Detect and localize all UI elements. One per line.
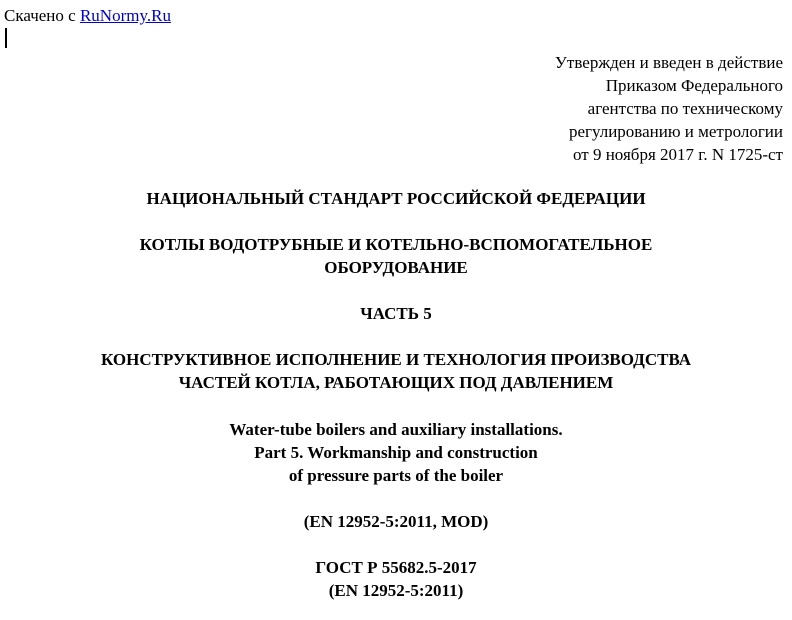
approval-block [383,51,783,166]
download-prefix: Скачено с [4,6,80,25]
english-title-line: Water-tube boilers and auxiliary installations. [229,420,563,439]
english-title-line: Part 5. Workmanship and construction [254,443,538,462]
part-title-line: ЧАСТЕЙ КОТЛА, РАБОТАЮЩИХ ПОД ДАВЛЕНИЕМ [178,373,614,392]
english-title-line: of pressure parts of the boiler [288,466,504,485]
text-cursor [5,28,7,48]
approval-line: агентства по техническому [587,99,783,118]
part-title-line: КОНСТРУКТИВНОЕ ИСПОЛНЕНИЕ И ТЕХНОЛОГИЯ ПРОИЗВОДСТВА [100,350,691,369]
part-title-heading [0,348,792,394]
approval-line: от 9 ноября 2017 г. N 1725-ст [573,145,783,164]
part-label: ЧАСТЬ 5 [360,304,432,323]
approval-line: Приказом Федерального [605,76,783,95]
standard-title [0,187,792,210]
equivalence-text: (EN 12952-5:2011, MOD) [303,512,489,531]
designation-text: ГОСТ Р 55682.5-2017 [315,558,477,577]
runormy-link[interactable]: RuNormy.Ru [79,6,171,25]
subject-heading [0,233,792,279]
designation-heading [0,556,792,602]
subject-line: ОБОРУДОВАНИЕ [324,258,468,277]
subject-line: КОТЛЫ ВОДОТРУБНЫЕ И КОТЕЛЬНО-ВСПОМОГАТЕЛЬНОЕ [139,235,653,254]
approval-line: регулированию и метрологии [568,122,783,141]
approval-line: Утвержден и введен в действие [554,53,783,72]
standard-title-text: НАЦИОНАЛЬНЫЙ СТАНДАРТ РОССИЙСКОЙ ФЕДЕРАЦИИ [146,189,646,208]
part-heading [0,302,792,325]
designation-ref-text: (EN 12952-5:2011) [328,581,464,600]
download-source-line [4,6,171,26]
english-title-heading [0,418,792,487]
equivalence-heading [0,510,792,533]
